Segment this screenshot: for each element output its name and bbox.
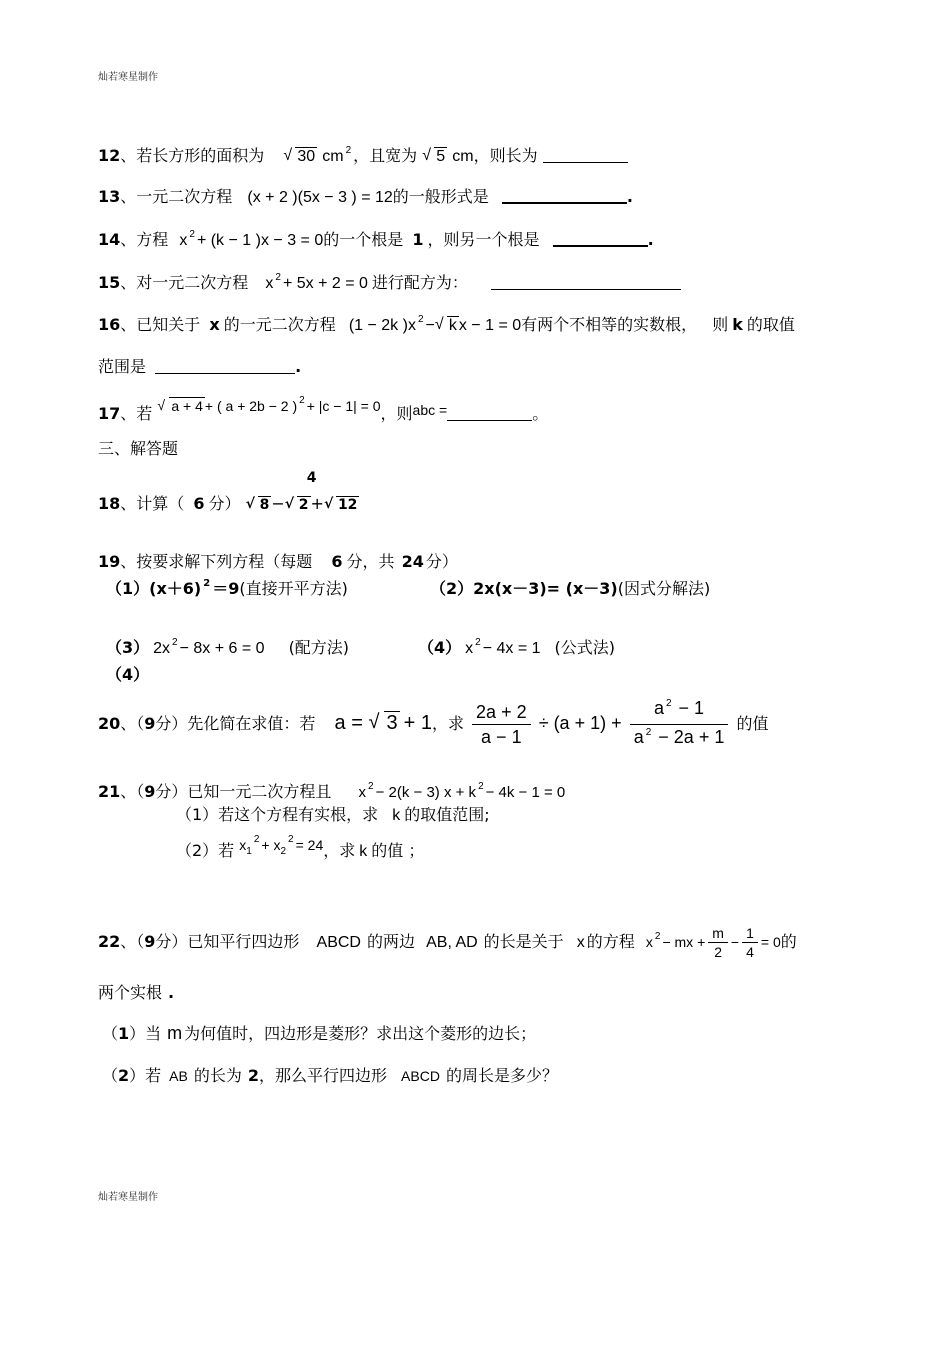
question-13: 13、一元二次方程 (x + 2 )(5x − 3 ) = 12的一般形式是 . [98,187,633,206]
question-21: 21、（9分）已知一元二次方程且 x $^2$ − 2(k − 3) x + k $^2$ − 4k − 1 = 0 [98,781,566,801]
q21-sub1: （1）若这个方程有实根，求 k 的取值范围; [176,805,490,824]
section-title: 三、解答题 [98,439,179,458]
question-22: 22、（9分）已知平行四边形 ABCD 的两边 AB, AD 的长是关于 x 的方程 x $^2$ − mx + $\frac{m}{2}$ − $\frac{1}{4}$ = 0的 [98,925,797,960]
page-footer: 灿若寒星制作 [98,1192,158,1203]
question-12: 12、若长方形的面积为 √ 30 cm $^2$ ，且宽为 √ 5 cm，则长为 [98,145,628,170]
question-20: 20、（9分）先化简在求值：若 a = √ 3 + 1，求 $\frac{2a + 2}{a - 1}$ ÷ (a + 1) + $\frac{a ^2 - 1}{a ^2 - 2a + 1}$ 的值 [98,696,768,753]
question-17: 17、若 √ a + 4 + ( a + 2b − 2 ) $^2$ + |c − 1| = 0，则abc = 。 [98,403,548,428]
question-18: 18、计算（ 6 分） √ 8 − 4 √ 2 +√ 12 [98,493,359,516]
question-16: 16、已知关于 x 的一元二次方程 (1 − 2k )x $^2$ −√ k x − 1 = 0有两个不相等的实数根， 则 k 的取值 [98,314,795,339]
q19-part4-dup: （4） [106,665,150,684]
q19-part2: （2）2x(x－3)= (x－3)(因式分解法) [430,579,711,598]
question-15: 15、对一元二次方程 x $^2$ + 5x + 2 = 0 进行配方为： [98,272,681,297]
q19-part1: （1）(x＋6) $^2$ ＝9(直接开平方法) [106,578,348,598]
answer-blank[interactable] [543,146,628,163]
sqrt-width: √ 5 [422,146,447,168]
answer-blank[interactable] [491,273,681,290]
answer-blank[interactable] [155,357,295,374]
question-19: 19、按要求解下列方程（每题 6 分，共 24 分） [98,552,458,571]
answer-blank[interactable] [502,186,627,204]
answer-blank[interactable] [553,229,648,247]
q19-part4: （4） x $^2$ − 4x = 1 (公式法) [418,637,616,657]
question-16-line2: 范围是 . [98,357,302,376]
question-22-line2: 两个实根 . [98,983,175,1002]
q22-sub2: （2）若 AB 的长为 2，那么平行四边形 ABCD 的周长是多少？ [102,1066,558,1085]
question-14: 14、方程 x $^2$ + (k − 1 )x − 3 = 0的一个根是 1 ，则另一个根是 . [98,229,654,249]
answer-blank[interactable] [447,404,532,421]
q22-sub1: （1）当 m 为何值时，四边形是菱形？求出这个菱形的边长； [102,1023,537,1043]
q21-sub2: （2）若 $x_1^2 + x_2^2 = 24$，求 k 的值 ； [176,834,425,860]
sqrt-area: √ 30 [283,146,317,168]
page-header: 灿若寒星制作 [98,72,158,83]
q19-part3: （3） 2x $^2$ − 8x + 6 = 0 (配方法) [106,637,350,657]
